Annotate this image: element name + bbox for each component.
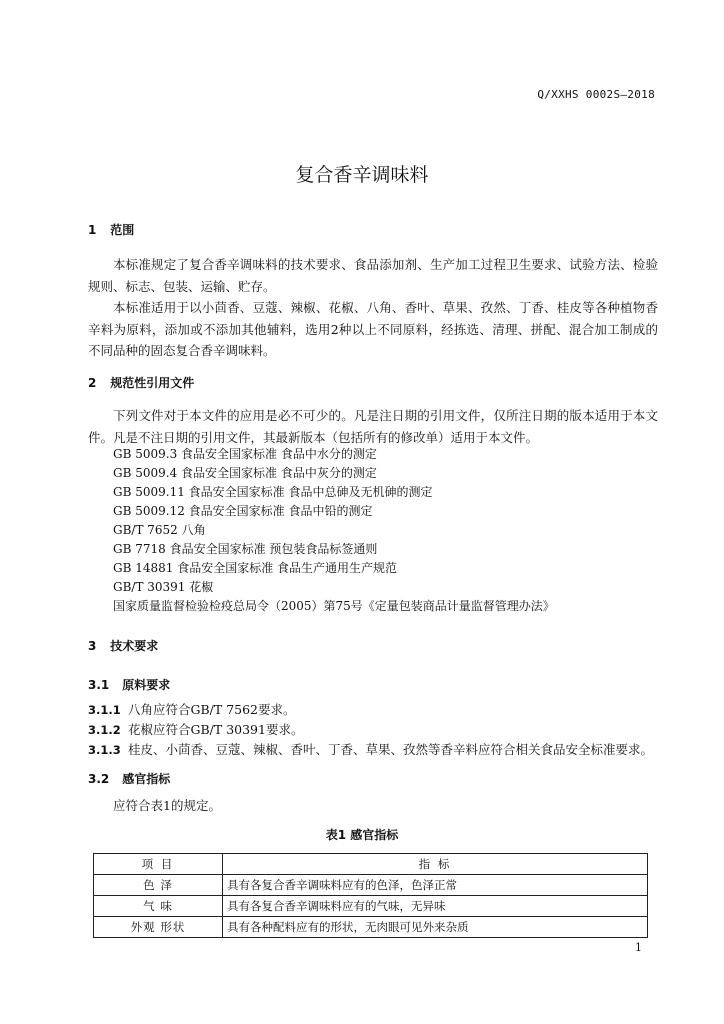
clause-text: 桂皮、小茴香、豆蔻、辣椒、香叶、丁香、草果、孜然等香辛料应符合相关食品安全标准要求。 xyxy=(128,742,654,757)
reference-item: 国家质量监督检验检疫总局令（2005）第75号《定量包装商品计量监督管理办法》 xyxy=(113,599,555,613)
section-number: 2 xyxy=(88,376,97,390)
clause-text: 花椒应符合GB/T 30391要求。 xyxy=(128,722,304,737)
reference-item: GB 14881 食品安全国家标准 食品生产通用生产规范 xyxy=(113,561,398,575)
table-header-cell: 项 目 xyxy=(94,854,223,875)
table-cell: 具有各种配料应有的形状，无肉眼可见外来杂质 xyxy=(223,917,648,938)
section-3-2-heading xyxy=(88,770,170,787)
reference-list xyxy=(113,445,555,616)
reference-item: GB 5009.3 食品安全国家标准 食品中水分的测定 xyxy=(113,447,377,461)
section-3-1-heading xyxy=(88,676,170,693)
reference-item: GB 5009.11 食品安全国家标准 食品中总砷及无机砷的测定 xyxy=(113,485,433,499)
section-2-heading xyxy=(88,374,194,391)
section-1-paragraph-2: 本标准适用于以小茴香、豆蔻、辣椒、花椒、八角、香叶、草果、孜然、丁香、桂皮等各种植物香辛料为原料，添加或不添加其他辅料，选用2种以上不同原料，经拣选、清理、拼配、混合加工制成的不同品种的固态复合香辛调味料。 xyxy=(88,300,658,358)
clause-item xyxy=(88,720,653,740)
section-number: 1 xyxy=(88,223,97,237)
section-2-paragraph-1: 下列文件对于本文件的应用是必不可少的。凡是注日期的引用文件，仅所注日期的版本适用于本文件。凡是不注日期的引用文件，其最新版本（包括所有的修改单）适用于本文件。 xyxy=(88,408,658,445)
table-cell: 气 味 xyxy=(94,896,223,917)
section-3-2-paragraph: 应符合表1的规定。 xyxy=(113,798,221,813)
section-title: 规范性引用文件 xyxy=(110,376,195,390)
standard-number: Q/XXHS 0002S—2018 xyxy=(537,88,655,101)
reference-item: GB/T 30391 花椒 xyxy=(113,580,214,594)
clause-item xyxy=(88,740,653,760)
section-3-heading xyxy=(88,637,158,654)
page-number: 1 xyxy=(635,941,642,954)
document-title: 复合香辛调味料 xyxy=(295,164,429,186)
table-cell: 具有各复合香辛调味料应有的气味，无异味 xyxy=(223,896,648,917)
table-header-row xyxy=(94,854,648,875)
table-row xyxy=(94,917,648,938)
clause-number: 3.1.1 xyxy=(88,703,121,717)
reference-item: GB 5009.4 食品安全国家标准 食品中灰分的测定 xyxy=(113,466,377,480)
table-cell: 色 泽 xyxy=(94,875,223,896)
reference-item: GB 5009.12 食品安全国家标准 食品中铅的测定 xyxy=(113,504,373,518)
section-title: 原料要求 xyxy=(122,678,171,692)
section-title: 感官指标 xyxy=(122,772,171,786)
section-number: 3 xyxy=(88,639,97,653)
clause-text: 八角应符合GB/T 7562要求。 xyxy=(128,702,296,717)
section-number: 3.2 xyxy=(88,772,110,786)
section-number: 3.1 xyxy=(88,678,110,692)
table-header-cell: 指 标 xyxy=(223,854,648,875)
reference-item: GB/T 7652 八角 xyxy=(113,523,206,537)
clause-number: 3.1.3 xyxy=(88,743,121,757)
table-row xyxy=(94,896,648,917)
table-row xyxy=(94,875,648,896)
section-1-paragraph-1: 本标准规定了复合香辛调味料的技术要求、食品添加剂、生产加工过程卫生要求、试验方法、检验规则、标志、包装、运输、贮存。 xyxy=(88,257,658,294)
table-caption: 表1 感官指标 xyxy=(325,828,399,842)
section-title: 技术要求 xyxy=(110,639,159,653)
section-title: 范围 xyxy=(110,223,135,237)
table-cell: 外观 形状 xyxy=(94,917,223,938)
clause-list xyxy=(88,700,653,760)
clause-item xyxy=(88,700,653,720)
section-1-heading xyxy=(88,221,134,238)
table-cell: 具有各复合香辛调味料应有的色泽，色泽正常 xyxy=(223,875,648,896)
reference-item: GB 7718 食品安全国家标准 预包装食品标签通则 xyxy=(113,542,378,556)
clause-number: 3.1.2 xyxy=(88,723,121,737)
sensory-table xyxy=(93,853,648,938)
